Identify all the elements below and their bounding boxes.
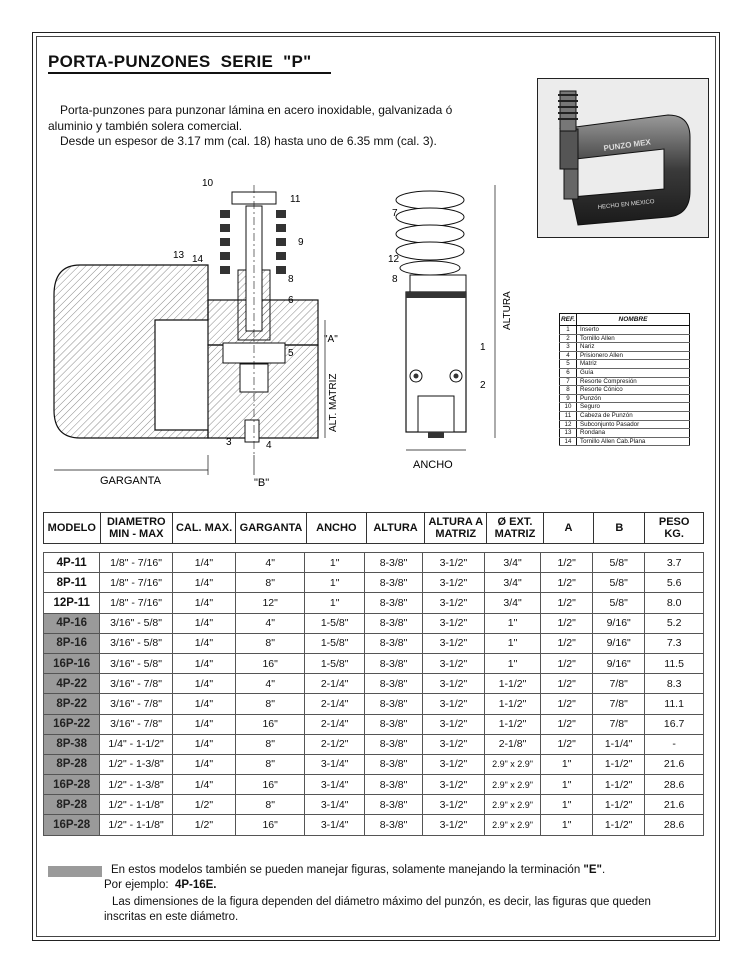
spec-header-cell (487, 513, 543, 544)
spec-header-text: ALTURA A (428, 516, 484, 528)
ref-number: 3 (560, 343, 577, 352)
spec-value-cell: 3-1/2" (423, 815, 485, 835)
spec-value-cell: 7.3 (645, 633, 704, 653)
callout-6: 6 (288, 295, 294, 306)
callout-5: 5 (288, 348, 294, 359)
parts-reference-table (559, 313, 690, 446)
spec-header-text: MODELO (47, 522, 96, 534)
ref-number: 1 (560, 326, 577, 335)
spec-value-cell: 1-1/4" (593, 734, 645, 754)
spec-value-cell: 7/8" (593, 714, 645, 734)
spec-value-cell: 1/2" (541, 694, 593, 714)
ref-row (560, 394, 690, 403)
callout-13: 13 (173, 250, 185, 261)
spec-value-cell: 21.6 (645, 754, 704, 774)
spec-model-cell: 8P-11 (44, 573, 100, 593)
spec-value-cell: 1/2" - 1-1/8" (100, 795, 172, 815)
spec-value-cell: 3-1/2" (423, 734, 485, 754)
spec-value-cell: 3/16" - 7/8" (100, 714, 172, 734)
spec-row (44, 593, 704, 613)
spec-value-cell: 1-1/2" (484, 674, 540, 694)
spec-value-cell: 5/8" (593, 593, 645, 613)
ref-row (560, 351, 690, 360)
spec-header-text: Ø EXT. (497, 516, 533, 528)
technical-drawing (40, 170, 560, 500)
ref-row (560, 437, 690, 446)
photo-label-bottom: HECHO EN MEXICO (597, 199, 655, 211)
ref-row (560, 343, 690, 352)
spec-model-cell: 8P-22 (44, 694, 100, 714)
spec-value-cell: 3/4" (484, 553, 540, 573)
spec-model-cell: 16P-28 (44, 775, 100, 795)
ref-part-name: Resorte Compresión (577, 377, 690, 386)
spec-value-cell: 1-5/8" (305, 613, 365, 633)
spec-value-cell: 8-3/8" (365, 734, 423, 754)
spec-value-cell: 1" (305, 553, 365, 573)
nombre-header: NOMBRE (577, 314, 690, 326)
spec-header-text: ALTURA (373, 522, 418, 534)
spec-model-cell: 16P-16 (44, 653, 100, 673)
spec-header-text: A (564, 522, 573, 534)
callout-3: 3 (226, 437, 232, 448)
spec-table (43, 552, 704, 836)
spec-value-cell: 8-3/8" (365, 653, 423, 673)
spec-value-cell: 16" (236, 775, 305, 795)
punch-holder-illustration (538, 79, 708, 237)
ref-row (560, 377, 690, 386)
spec-value-cell: 3-1/2" (423, 714, 485, 734)
spec-value-cell: 1/2" (541, 674, 593, 694)
spec-value-cell: 8-3/8" (365, 775, 423, 795)
spec-header-text: MIN - MAX (109, 528, 164, 540)
ref-part-name: Cabeza de Punzón (577, 411, 690, 420)
spec-value-cell: 9/16" (593, 613, 645, 633)
callout-8-right: 8 (392, 274, 398, 285)
spec-model-cell: 4P-11 (44, 553, 100, 573)
ref-number: 10 (560, 403, 577, 412)
spec-model-cell: 12P-11 (44, 593, 100, 613)
spec-value-cell: 16" (236, 653, 305, 673)
note-dimensions: Las dimensiones de la figura dependen del diámetro máximo del punzón, es decir, las figuras que queden inscritas en este diámetro. (104, 896, 651, 923)
spec-row (44, 694, 704, 714)
spec-value-cell: 4" (236, 674, 305, 694)
spec-header-cell (594, 513, 645, 544)
spec-value-cell: 1-1/2" (593, 795, 645, 815)
ref-header: REF. (560, 314, 577, 326)
spec-value-cell: 1/4" (172, 775, 235, 795)
ref-row (560, 386, 690, 395)
spec-header-text: ANCHO (316, 522, 357, 534)
spec-value-cell: 1/2" (541, 573, 593, 593)
title-underline (48, 72, 331, 74)
spec-value-cell: 3-1/2" (423, 674, 485, 694)
ref-number: 13 (560, 429, 577, 438)
ref-number: 11 (560, 411, 577, 420)
spec-value-cell: 1/4" (172, 734, 235, 754)
spec-value-cell: 1" (305, 573, 365, 593)
ref-part-name: Resorte Cónico (577, 386, 690, 395)
spec-value-cell: 8-3/8" (365, 593, 423, 613)
note-figures (111, 864, 605, 876)
callout-14: 14 (192, 254, 204, 265)
spec-value-cell: 1-1/2" (593, 754, 645, 774)
spec-value-cell: 3-1/4" (305, 815, 365, 835)
spec-value-cell: 8" (236, 573, 305, 593)
ref-row (560, 326, 690, 335)
spec-value-cell: 4" (236, 553, 305, 573)
spec-value-cell: 5/8" (593, 553, 645, 573)
spec-model-cell: 8P-16 (44, 633, 100, 653)
spec-value-cell: 8-3/8" (365, 795, 423, 815)
spec-value-cell: 16.7 (645, 714, 704, 734)
photo-label-top: PUNZO MEX (603, 137, 652, 153)
spec-value-cell: 8" (236, 633, 305, 653)
ref-part-name: Tornillo Allen Cab.Plana (577, 437, 690, 446)
spec-value-cell: 1/8" - 7/16" (100, 593, 172, 613)
spec-value-cell: 3-1/2" (423, 593, 485, 613)
callout-12: 12 (388, 254, 400, 265)
spec-value-cell: 3/16" - 7/8" (100, 694, 172, 714)
spec-row (44, 734, 704, 754)
ref-part-name: Seguro (577, 403, 690, 412)
spec-value-cell: 3/4" (484, 593, 540, 613)
note-example (104, 879, 217, 891)
spec-value-cell: 3.7 (645, 553, 704, 573)
spec-value-cell: 1-5/8" (305, 653, 365, 673)
spec-value-cell: 3-1/2" (423, 553, 485, 573)
spec-model-cell: 8P-38 (44, 734, 100, 754)
ref-number: 7 (560, 377, 577, 386)
spec-value-cell: 3-1/2" (423, 633, 485, 653)
spec-table-header (43, 512, 704, 544)
ref-row (560, 334, 690, 343)
ref-number: 5 (560, 360, 577, 369)
parts-reference-body (560, 326, 690, 446)
spec-value-cell: 11.1 (645, 694, 704, 714)
spec-value-cell: 3-1/2" (423, 754, 485, 774)
altura-label: ALTURA (502, 291, 513, 330)
spec-row (44, 553, 704, 573)
spec-row (44, 775, 704, 795)
spec-value-cell: 7/8" (593, 674, 645, 694)
spec-value-cell: 1" (484, 613, 540, 633)
spec-header-cell (366, 513, 424, 544)
spec-row (44, 613, 704, 633)
spec-value-cell: 8-3/8" (365, 694, 423, 714)
spec-value-cell: 1-1/2" (484, 694, 540, 714)
spec-model-cell: 8P-28 (44, 754, 100, 774)
intro-paragraph-1: Porta-punzones para punzonar lámina en acero inoxidable, galvanizada ó aluminio y también solera comercial. (48, 103, 453, 133)
spec-value-cell: 8-3/8" (365, 613, 423, 633)
spec-value-cell: 1-1/2" (484, 714, 540, 734)
spec-value-cell: 1" (305, 593, 365, 613)
spec-value-cell: 1/2" (541, 553, 593, 573)
ref-row (560, 403, 690, 412)
intro-text (48, 103, 468, 150)
spec-value-cell: 1/4" (172, 593, 235, 613)
spec-value-cell: 3-1/2" (423, 653, 485, 673)
spec-header-row (44, 513, 704, 544)
spec-header-text: MATRIZ (494, 528, 536, 540)
spec-value-cell: 3/16" - 5/8" (100, 633, 172, 653)
spec-value-cell: 3/16" - 5/8" (100, 653, 172, 673)
garganta-label: GARGANTA (100, 475, 161, 487)
spec-value-cell: 16" (236, 815, 305, 835)
ref-number: 2 (560, 334, 577, 343)
spec-header-text: KG. (664, 528, 684, 540)
spec-header-text: CAL. MAX. (175, 522, 233, 534)
spec-value-cell: 2-1/8" (484, 734, 540, 754)
spec-value-cell: 1/4" - 1-1/2" (100, 734, 172, 754)
spec-value-cell: 1/2" (541, 633, 593, 653)
spec-value-cell: 3-1/2" (423, 795, 485, 815)
intro-paragraph-2: Desde un espesor de 3.17 mm (cal. 18) hasta uno de 6.35 mm (cal. 3). (60, 134, 437, 148)
ref-part-name: Guía (577, 368, 690, 377)
page-title: PORTA-PUNZONES SERIE "P" (48, 52, 312, 71)
spec-value-cell: 8" (236, 795, 305, 815)
spec-value-cell: 8.3 (645, 674, 704, 694)
spec-row (44, 633, 704, 653)
spec-row (44, 795, 704, 815)
spec-header-cell (100, 513, 172, 544)
callout-10: 10 (202, 178, 214, 189)
spec-value-cell: 1/2" - 1-3/8" (100, 775, 172, 795)
spec-value-cell: 2.9" x 2.9" (484, 815, 540, 835)
ref-number: 4 (560, 351, 577, 360)
spec-value-cell: 2-1/4" (305, 714, 365, 734)
spec-row (44, 815, 704, 835)
spec-value-cell: 8-3/8" (365, 714, 423, 734)
ref-part-name: Nariz (577, 343, 690, 352)
spec-value-cell: - (645, 734, 704, 754)
shaded-model-swatch (48, 866, 102, 877)
spec-value-cell: 1/2" (541, 653, 593, 673)
spec-value-cell: 8-3/8" (365, 815, 423, 835)
spec-row (44, 714, 704, 734)
spec-value-cell: 2-1/2" (305, 734, 365, 754)
callout-9: 9 (298, 237, 304, 248)
spec-value-cell: 1" (541, 795, 593, 815)
spec-header-cell (236, 513, 307, 544)
spec-value-cell: 8-3/8" (365, 573, 423, 593)
ref-number: 12 (560, 420, 577, 429)
ref-part-name: Subconjunto Pasador (577, 420, 690, 429)
spec-value-cell: 3-1/2" (423, 573, 485, 593)
spec-header-cell (645, 513, 704, 544)
spec-value-cell: 1-1/2" (593, 815, 645, 835)
spec-value-cell: 8-3/8" (365, 674, 423, 694)
spec-value-cell: 5/8" (593, 573, 645, 593)
spec-value-cell: 2.9" x 2.9" (484, 754, 540, 774)
spec-value-cell: 1" (484, 653, 540, 673)
spec-header-cell (306, 513, 366, 544)
spec-value-cell: 1/8" - 7/16" (100, 553, 172, 573)
spec-header-text: B (615, 522, 624, 534)
spec-value-cell: 12" (236, 593, 305, 613)
spec-value-cell: 3/4" (484, 573, 540, 593)
ref-number: 6 (560, 368, 577, 377)
spec-value-cell: 1" (484, 633, 540, 653)
spec-value-cell: 1/4" (172, 613, 235, 633)
spec-value-cell: 16" (236, 714, 305, 734)
spec-value-cell: 5.6 (645, 573, 704, 593)
spec-value-cell: 21.6 (645, 795, 704, 815)
spec-value-cell: 1/2" (172, 815, 235, 835)
ref-number: 9 (560, 394, 577, 403)
spec-value-cell: 1/4" (172, 553, 235, 573)
spec-value-cell: 1/4" (172, 653, 235, 673)
spec-value-cell: 3-1/4" (305, 754, 365, 774)
alt-matriz-label: ALT. MATRIZ (328, 373, 339, 432)
ref-part-name: Matriz (577, 360, 690, 369)
spec-value-cell: 2-1/4" (305, 694, 365, 714)
spec-value-cell: 7/8" (593, 694, 645, 714)
spec-model-cell: 4P-22 (44, 674, 100, 694)
note-figures-suffix-e: "E" (583, 864, 602, 876)
spec-header-cell (44, 513, 101, 544)
spec-value-cell: 4" (236, 613, 305, 633)
dim-b-label: "B" (254, 477, 270, 489)
spec-value-cell: 1/4" (172, 674, 235, 694)
spec-header-cell (425, 513, 487, 544)
spec-value-cell: 1/2" - 1-1/8" (100, 815, 172, 835)
spec-value-cell: 8.0 (645, 593, 704, 613)
spec-value-cell: 8" (236, 734, 305, 754)
spec-value-cell: 1/2" (541, 734, 593, 754)
ref-row (560, 420, 690, 429)
note-figures-text: En estos modelos también se pueden manejar figuras, solamente manejando la terminación (111, 864, 584, 876)
spec-value-cell: 1/4" (172, 694, 235, 714)
spec-value-cell: 8-3/8" (365, 754, 423, 774)
spec-value-cell: 1/4" (172, 754, 235, 774)
spec-value-cell: 8-3/8" (365, 633, 423, 653)
spec-value-cell: 3-1/2" (423, 775, 485, 795)
ref-part-name: Rondana (577, 429, 690, 438)
spec-header-text: MATRIZ (435, 528, 477, 540)
spec-value-cell: 8" (236, 694, 305, 714)
side-view (396, 185, 495, 450)
spec-value-cell: 1" (541, 815, 593, 835)
spec-model-cell: 8P-28 (44, 795, 100, 815)
note-figures-period: . (602, 864, 606, 876)
ref-part-name: Punzón (577, 394, 690, 403)
spec-value-cell: 1/2" - 1-3/8" (100, 754, 172, 774)
spec-header-text: GARGANTA (239, 522, 303, 534)
spec-value-cell: 3/16" - 7/8" (100, 674, 172, 694)
ref-row (560, 411, 690, 420)
spec-value-cell: 1/4" (172, 573, 235, 593)
spec-value-cell: 1-5/8" (305, 633, 365, 653)
spec-value-cell: 3/16" - 5/8" (100, 613, 172, 633)
callout-1: 1 (480, 342, 486, 353)
spec-value-cell: 3-1/4" (305, 795, 365, 815)
spec-value-cell: 3-1/2" (423, 613, 485, 633)
callout-4: 4 (266, 440, 272, 451)
spec-value-cell: 28.6 (645, 815, 704, 835)
spec-table-body (44, 553, 704, 836)
ref-row (560, 368, 690, 377)
dim-a-label: "A" (324, 334, 338, 345)
spec-value-cell: 9/16" (593, 653, 645, 673)
spec-value-cell: 5.2 (645, 613, 704, 633)
ancho-label: ANCHO (413, 459, 453, 471)
ref-row (560, 360, 690, 369)
spec-value-cell: 1-1/2" (593, 775, 645, 795)
spec-model-cell: 16P-28 (44, 815, 100, 835)
spec-value-cell: 3-1/2" (423, 694, 485, 714)
ref-number: 14 (560, 437, 577, 446)
spec-row (44, 754, 704, 774)
spec-row (44, 653, 704, 673)
spec-value-cell: 2-1/4" (305, 674, 365, 694)
spec-row (44, 674, 704, 694)
spec-value-cell: 1/8" - 7/16" (100, 573, 172, 593)
spec-value-cell: 28.6 (645, 775, 704, 795)
spec-header-text: PESO (658, 516, 690, 528)
ref-number: 8 (560, 386, 577, 395)
callout-11: 11 (290, 194, 301, 205)
ref-row (560, 429, 690, 438)
spec-value-cell: 8-3/8" (365, 553, 423, 573)
spec-value-cell: 1" (541, 754, 593, 774)
product-photo (537, 78, 709, 238)
spec-model-cell: 4P-16 (44, 613, 100, 633)
spec-row (44, 573, 704, 593)
note-example-model: 4P-16E. (174, 879, 217, 891)
spec-value-cell: 1" (541, 775, 593, 795)
spec-value-cell: 1/4" (172, 714, 235, 734)
spec-value-cell: 11.5 (645, 653, 704, 673)
spec-value-cell: 1/4" (172, 633, 235, 653)
spec-value-cell: 1/2" (541, 593, 593, 613)
spec-header-cell (172, 513, 235, 544)
spec-model-cell: 16P-22 (44, 714, 100, 734)
note-example-label: Por ejemplo: (104, 879, 175, 891)
callout-2: 2 (480, 380, 486, 391)
spec-value-cell: 3-1/4" (305, 775, 365, 795)
spec-header-text: DIAMETRO (106, 516, 166, 528)
spec-value-cell: 1/2" (172, 795, 235, 815)
ref-part-name: Inserto (577, 326, 690, 335)
spec-value-cell: 1/2" (541, 613, 593, 633)
callout-8-left: 8 (288, 274, 294, 285)
ref-part-name: Tornillo Allen (577, 334, 690, 343)
spec-value-cell: 8" (236, 754, 305, 774)
spec-header-cell (543, 513, 594, 544)
spec-value-cell: 2.9" x 2.9" (484, 795, 540, 815)
spec-value-cell: 2.9" x 2.9" (484, 775, 540, 795)
spec-value-cell: 9/16" (593, 633, 645, 653)
spec-value-cell: 1/2" (541, 714, 593, 734)
callout-7: 7 (392, 208, 398, 219)
ref-part-name: Prisionero Allen (577, 351, 690, 360)
